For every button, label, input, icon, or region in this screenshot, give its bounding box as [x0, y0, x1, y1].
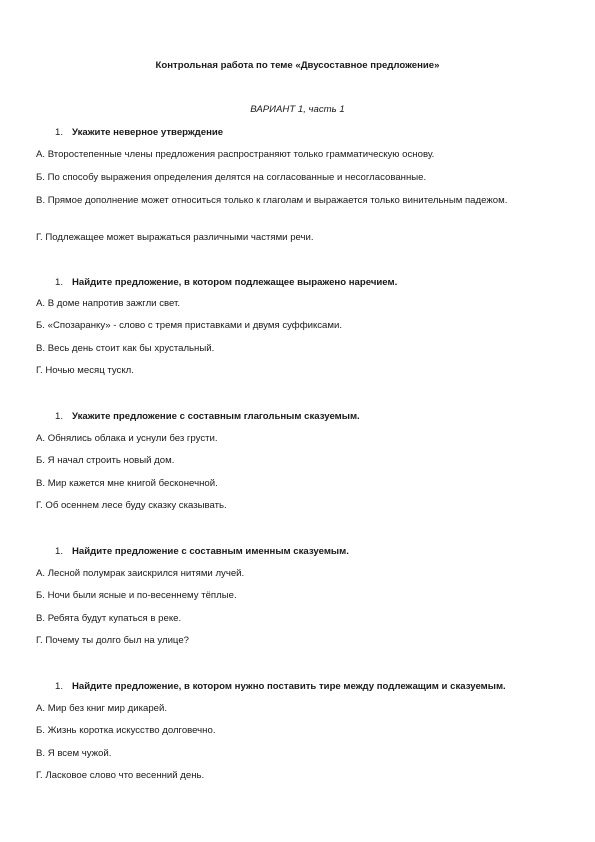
question-number: 1. — [55, 127, 64, 138]
question-text: Найдите предложение, в котором нужно поставить тире между подлежащим и сказуемым. — [72, 681, 506, 692]
question-3 — [55, 411, 360, 422]
page-title: Контрольная работа по теме «Двусоставное предложение» — [155, 60, 440, 71]
question-1 — [55, 127, 223, 138]
question-number: 1. — [55, 546, 64, 557]
question-2-option-a: А. В доме напротив зажгли свет. — [36, 298, 180, 309]
question-2-option-b: Б. «Спозаранку» - слово с тремя приставками и двумя суффиксами. — [36, 320, 343, 331]
question-3-option-c: В. Мир кажется мне книгой бесконечной. — [36, 478, 218, 489]
question-4-option-c: В. Ребята будут купаться в реке. — [36, 613, 182, 624]
question-5-option-d: Г. Ласковое слово что весенний день. — [36, 770, 205, 781]
question-text: Укажите неверное утверждение — [72, 127, 224, 138]
question-2-option-d: Г. Ночью месяц тускл. — [36, 365, 134, 376]
question-1-option-b: Б. По способу выражения определения делятся на согласованные и несогласованные. — [36, 172, 427, 183]
question-text: Найдите предложение, в котором подлежащее выражено наречием. — [72, 277, 398, 288]
question-1-option-c: В. Прямое дополнение может относиться только к глаголам и выражается только винительным падежом. — [36, 195, 508, 206]
question-1-option-a: А. Второстепенные члены предложения распространяют только грамматическую основу. — [36, 149, 435, 160]
question-number: 1. — [55, 411, 64, 422]
question-2 — [55, 277, 397, 288]
question-4-option-a: А. Лесной полумрак заискрился нитями лучей. — [36, 568, 245, 579]
question-5 — [55, 681, 506, 692]
question-number: 1. — [55, 277, 64, 288]
question-5-option-b: Б. Жизнь коротка искусство долговечно. — [36, 725, 216, 736]
question-3-option-b: Б. Я начал строить новый дом. — [36, 455, 175, 466]
question-text: Найдите предложение с составным именным сказуемым. — [72, 546, 349, 557]
question-4-option-b: Б. Ночи были ясные и по-весеннему тёплые. — [36, 590, 237, 601]
question-5-option-c: В. Я всем чужой. — [36, 748, 112, 759]
question-4-option-d: Г. Почему ты долго был на улице? — [36, 635, 189, 646]
question-4 — [55, 546, 349, 557]
question-5-option-a: А. Мир без книг мир дикарей. — [36, 703, 168, 714]
question-3-option-a: А. Обнялись облака и уснули без грусти. — [36, 433, 218, 444]
question-2-option-c: В. Весь день стоит как бы хрустальный. — [36, 343, 215, 354]
question-1-option-d: Г. Подлежащее может выражаться различными частями речи. — [36, 232, 314, 243]
question-text: Укажите предложение с составным глагольным сказуемым. — [72, 411, 360, 422]
question-3-option-d: Г. Об осеннем лесе буду сказку сказывать. — [36, 500, 227, 511]
variant-heading: ВАРИАНТ 1, часть 1 — [250, 104, 345, 115]
question-number: 1. — [55, 681, 64, 692]
